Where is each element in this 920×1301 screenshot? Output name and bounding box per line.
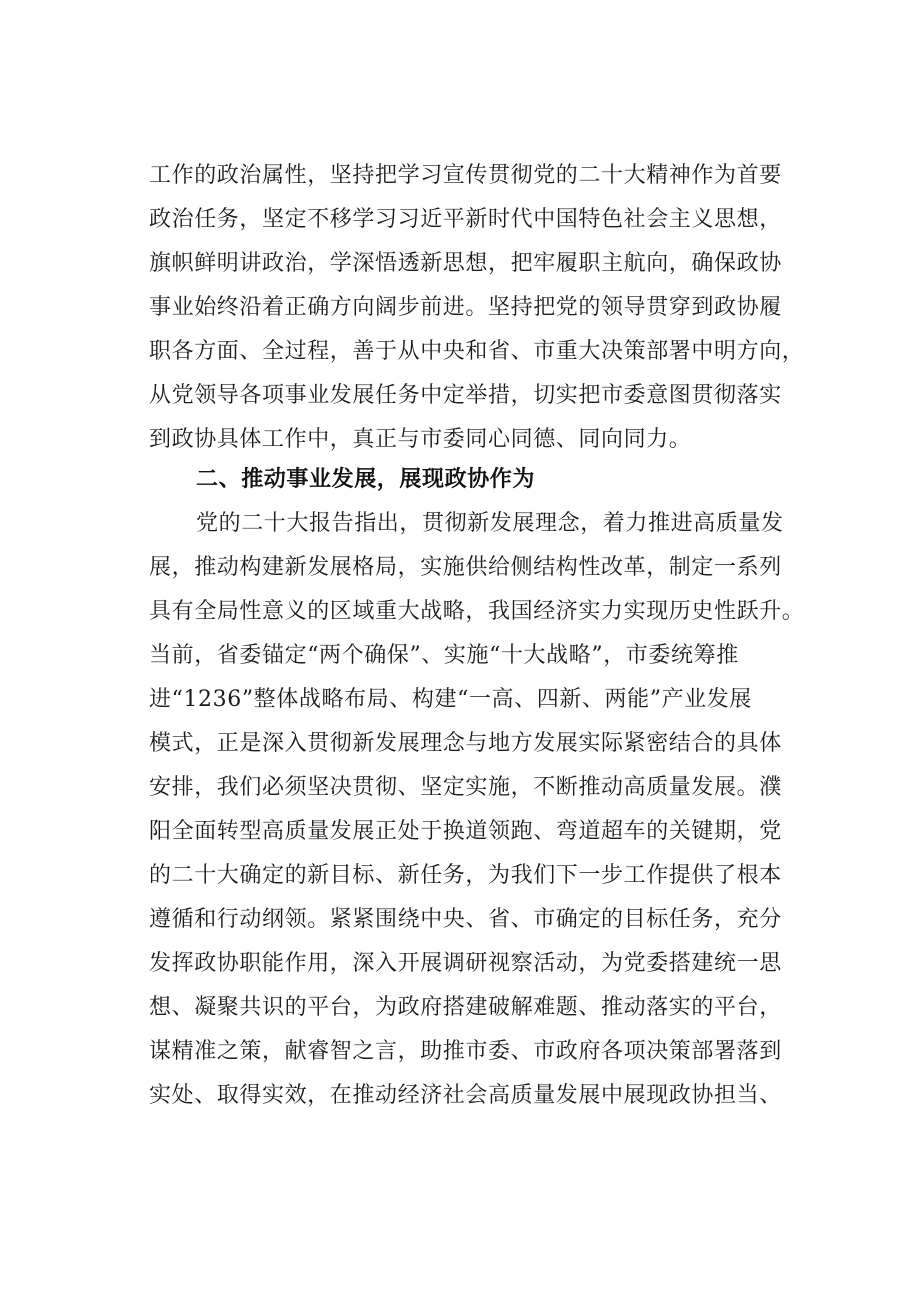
text-line: 安排，我们必须坚决贯彻、坚定实施，不断推动高质量发展。濮	[149, 775, 782, 800]
text-line: 事业始终沿着正确方向阔步前进。坚持把党的领导贯穿到政协履	[149, 295, 782, 320]
text-line: 职各方面、全过程，善于从中央和省、市重大决策部署中明方向，	[149, 339, 805, 364]
text-line: 党的二十大报告指出，贯彻新发展理念，着力推进高质量发	[196, 511, 784, 536]
text-line: 阳全面转型高质量发展正处于换道领跑、弯道超车的关键期，党	[149, 819, 782, 844]
text-line: 政治任务，坚定不移学习习近平新时代中国特色社会主义思想，	[149, 207, 782, 232]
text-line: 发挥政协职能作用，深入开展调研视察活动，为党委搭建统一思	[149, 951, 782, 976]
text-line: 旗帜鲜明讲政治，学深悟透新思想，把牢履职主航向，确保政协	[149, 251, 782, 276]
text-line: 当前，省委锚定“两个确保”、实施“十大战略”，市委统筹推	[149, 643, 739, 668]
text-line: 的二十大确定的新目标、新任务，为我们下一步工作提供了根本	[149, 863, 782, 888]
text-line: 实处、取得实效，在推动经济社会高质量发展中展现政协担当、	[149, 1083, 782, 1108]
text-line: 从党领导各项事业发展任务中定举措，切实把市委意图贯彻落实	[149, 383, 782, 408]
text-line: 到政协具体工作中，真正与市委同心同德、同向同力。	[149, 427, 692, 452]
text-line: 想、凝聚共识的平台，为政府搭建破解难题、推动落实的平台，	[149, 995, 782, 1020]
text-line: 工作的政治属性，坚持把学习宣传贯彻党的二十大精神作为首要	[149, 163, 782, 188]
text-line: 模式，正是深入贯彻新发展理念与地方发展实际紧密结合的具体	[149, 731, 782, 756]
text-line: 展，推动构建新发展格局，实施供给侧结构性改革，制定一系列	[149, 555, 782, 580]
text-line: 进“1236”整体战略布局、构建“一高、四新、两能”产业发展	[149, 687, 752, 712]
section-heading: 二、推动事业发展，展现政协作为	[196, 467, 536, 492]
text-line: 遵循和行动纲领。紧紧围绕中央、省、市确定的目标任务，充分	[149, 907, 782, 932]
text-line: 具有全局性意义的区域重大战略，我国经济实力实现历史性跃升。	[149, 599, 805, 624]
text-line: 谋精准之策，献睿智之言，助推市委、市政府各项决策部署落到	[149, 1039, 782, 1064]
